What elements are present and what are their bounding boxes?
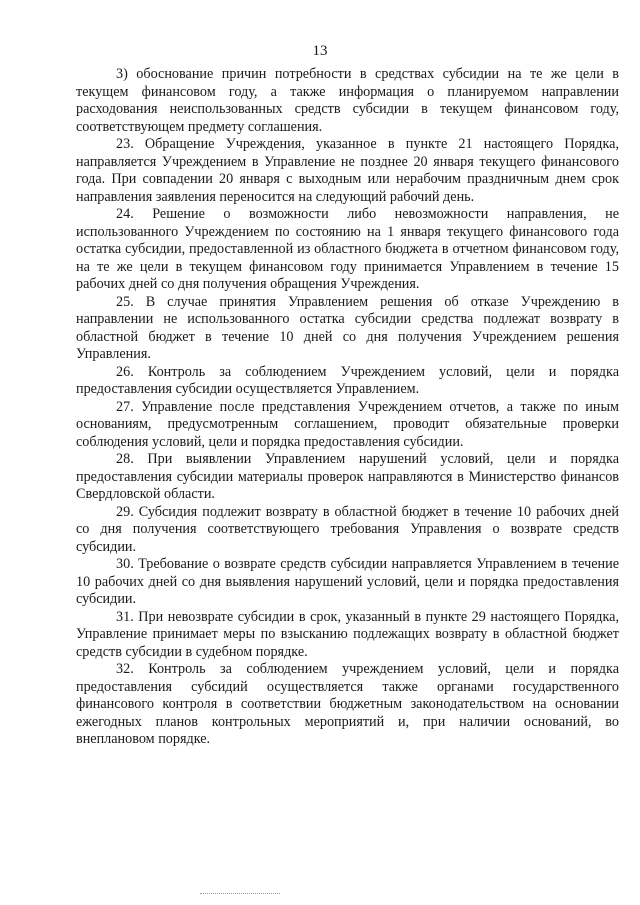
paragraph-24: 24. Решение о возможности либо невозможности направления, не использованного Учреждением по состоянию на 1 января текущего финансового года остатка субсидии, предоставленной из областного бюджета в отчетном финансовом году, на те же цели в текущем финансовом году принимается Управлением в течение 15 рабочих дней со дня получения обращения Учреждения. (76, 206, 619, 292)
paragraph-26: 26. Контроль за соблюдением Учреждением условий, цели и порядка предоставления субсидии осуществляется Управлением. (76, 363, 619, 397)
page-number: 13 (312, 43, 328, 59)
paragraph-item-3: 3) обоснование причин потребности в средствах субсидии на те же цели в текущем финансовом году, а также информация о планируемом направлении расходования неиспользованных средств субсидии в текущем финансовом году, соответствующем предмету соглашения. (76, 66, 619, 135)
document-body (76, 66, 619, 749)
paragraph-25: 25. В случае принятия Управлением решения об отказе Учреждению в направлении не использованного остатка субсидии средства подлежат возврату в областной бюджет в течение 10 дней со дня получения Учреждением решения Управления. (76, 293, 619, 362)
paragraph-30: 30. Требование о возврате средств субсидии направляется Управлением в течение 10 рабочих дней со дня выявления нарушений условий, цели и порядка предоставления субсидии. (76, 556, 619, 607)
paragraph-23: 23. Обращение Учреждения, указанное в пункте 21 настоящего Порядка, направляется Учреждением в Управление не позднее 20 января текущего финансового года. При совпадении 20 января с выходным или нерабочим праздничным днем срок направления заявления переносится на следующий рабочий день. (76, 136, 619, 205)
paragraph-32: 32. Контроль за соблюдением учреждением условий, цели и порядка предоставления субсидий осуществляется также органами государственного финансового контроля в соответствии бюджетным законодательством на основании ежегодных планов контрольных мероприятий и, при наличии оснований, во внеплановом порядке. (76, 661, 619, 747)
paragraph-27: 27. Управление после представления Учреждением отчетов, а также по иным основаниям, предусмотренным соглашением, проводит обязательные проверки соблюдения условий, цели и порядка предоставления субсидии. (76, 398, 619, 450)
paragraph-28: 28. При выявлении Управлением нарушений условий, цели и порядка предоставления субсидии материалы проверок направляются в Министерство финансов Свердловской области. (76, 451, 619, 502)
paragraph-29: 29. Субсидия подлежит возврату в областной бюджет в течение 10 рабочих дней со дня получения соответствующего требования Управления о возврате средств субсидии. (76, 503, 619, 555)
scan-artifact-line (200, 893, 280, 896)
paragraph-31: 31. При невозврате субсидии в срок, указанный в пункте 29 настоящего Порядка, Управление принимает меры по взысканию подлежащих возврату в областной бюджет средств субсидии в судебном порядке. (76, 608, 619, 660)
